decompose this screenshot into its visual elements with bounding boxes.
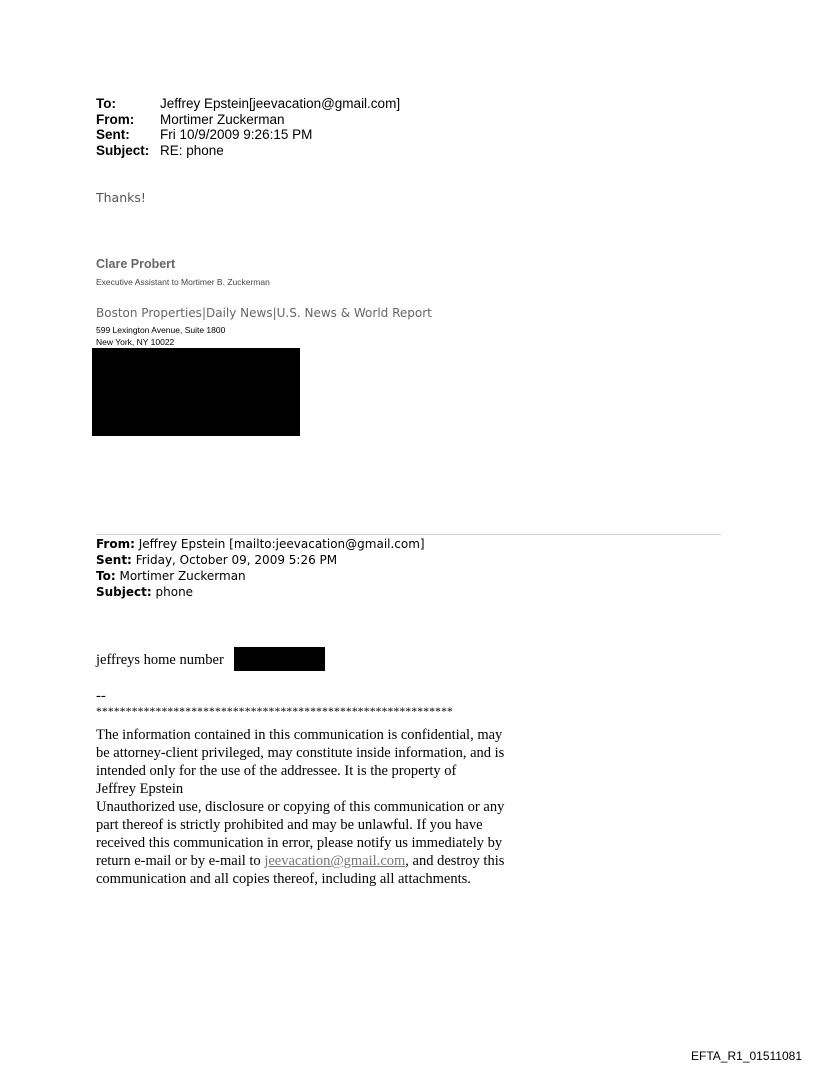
- disclaimer-part-1: The information contained in this communication is confidential, may be attorney-client privileged, may constitute inside information, and is intended only for the use of the addressee. It is the property of: [96, 727, 505, 779]
- orig-to-label: To:: [96, 569, 116, 583]
- orig-sent-value: Friday, October 09, 2009 5:26 PM: [135, 553, 338, 567]
- from-value: Mortimer Zuckerman: [160, 111, 285, 127]
- subject-value: RE: phone: [160, 142, 224, 158]
- signature-address-line1: 599 Lexington Avenue, Suite 1800: [96, 325, 226, 335]
- orig-to-row: [96, 568, 425, 584]
- reply-body: Thanks!: [96, 190, 146, 205]
- orig-from-label: From:: [96, 537, 135, 551]
- signature-name: Clare Probert: [96, 257, 176, 271]
- orig-sent-label: Sent:: [96, 553, 132, 567]
- orig-subject-value: phone: [155, 585, 194, 599]
- to-row: [96, 96, 400, 112]
- from-label: From:: [96, 111, 135, 127]
- redaction-phone: [234, 647, 325, 671]
- redaction-block: [92, 348, 300, 436]
- signature-address-line2: New York, NY 10022: [96, 337, 175, 347]
- from-row: [96, 112, 400, 128]
- disclaimer-part-2: Jeffrey Epstein: [96, 781, 184, 797]
- document-id: EFTA_R1_01511081: [691, 1049, 802, 1063]
- orig-subject-row: [96, 584, 425, 600]
- orig-to-value: Mortimer Zuckerman: [119, 569, 246, 583]
- sent-label: Sent:: [96, 127, 130, 142]
- to-value: Jeffrey Epstein[jeevacation@gmail.com]: [160, 96, 401, 111]
- disclaimer-part-4: , and destroy this communication and all copies thereof, including all attachments.: [96, 853, 505, 887]
- sent-row: [96, 127, 400, 143]
- original-body: jeffreys home number: [96, 652, 224, 668]
- orig-subject-label: Subject:: [96, 585, 152, 599]
- disclaimer-part-3: Unauthorized use, disclosure or copying of this communication or any part thereof is strictly prohibited and may be unlawful. If you have received this communication in error, please notify us immediately by return e-mail or by e-mail to: [96, 799, 505, 869]
- confidentiality-disclaimer: [96, 726, 516, 888]
- message-divider: [96, 534, 721, 535]
- signature-title: Executive Assistant to Mortimer B. Zuckerman: [96, 277, 270, 287]
- asterisk-separator: ************************************************************: [96, 706, 453, 718]
- signature-companies: Boston Properties|Daily News|U.S. News & World Report: [96, 306, 432, 320]
- original-message-header: [96, 536, 425, 600]
- email-header: [96, 96, 400, 158]
- sent-value: Fri 10/9/2009 9:26:15 PM: [160, 127, 313, 142]
- subject-label: Subject:: [96, 142, 150, 158]
- orig-from-value: Jeffrey Epstein [mailto:jeevacation@gmail.com]: [138, 537, 425, 551]
- orig-sent-row: [96, 552, 425, 568]
- subject-row: [96, 143, 400, 159]
- orig-from-row: [96, 536, 425, 552]
- signature-dashes: --: [96, 688, 106, 704]
- to-label: To:: [96, 96, 116, 111]
- disclaimer-email-link[interactable]: jeevacation@gmail.com: [264, 853, 406, 869]
